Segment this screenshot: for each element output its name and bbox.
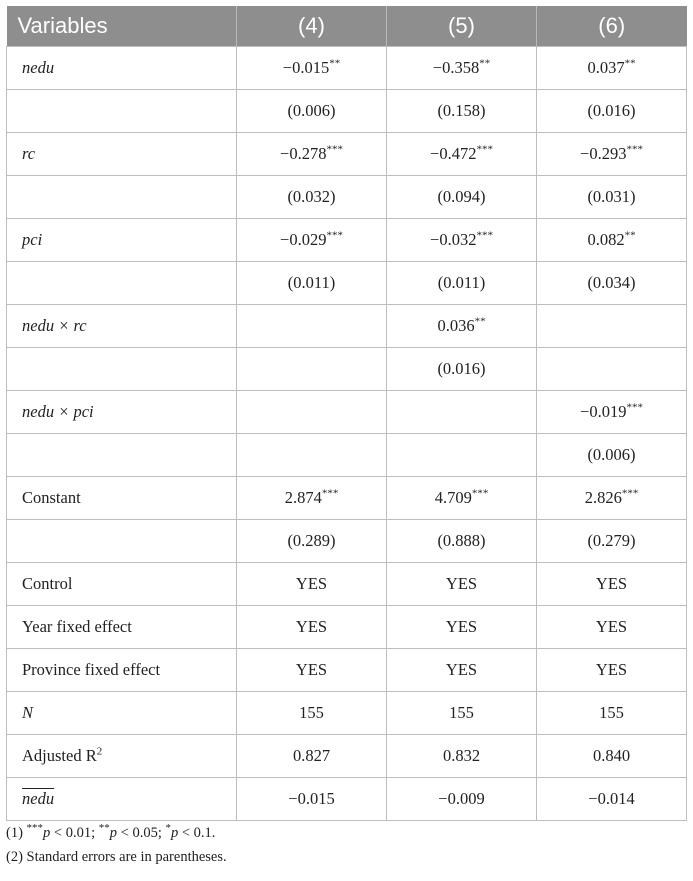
significance-stars: *** <box>476 229 493 242</box>
table-cell: 0.832 <box>387 735 537 778</box>
significance-stars: *** <box>326 229 343 242</box>
significance-stars: ** <box>474 315 486 328</box>
table-cell <box>537 305 687 348</box>
row-label-text: pci <box>22 230 43 249</box>
table-row <box>7 606 687 649</box>
table-row <box>7 434 687 477</box>
row-label <box>7 133 237 176</box>
significance-stars: ** <box>329 57 341 70</box>
table-row <box>7 47 687 90</box>
row-label <box>7 434 237 477</box>
significance-stars: ** <box>624 57 636 70</box>
row-label <box>7 348 237 391</box>
table-cell: −0.472*** <box>387 133 537 176</box>
table-row <box>7 735 687 778</box>
table-cell: (0.011) <box>387 262 537 305</box>
row-label <box>7 90 237 133</box>
table-cell <box>237 434 387 477</box>
table-row <box>7 133 687 176</box>
table-cell: (0.034) <box>537 262 687 305</box>
table-cell: (0.032) <box>237 176 387 219</box>
table-cell: 2.874*** <box>237 477 387 520</box>
significance-stars: *** <box>621 487 639 500</box>
table-row <box>7 563 687 606</box>
row-label: Year fixed effect <box>7 606 237 649</box>
table-cell <box>237 348 387 391</box>
table-row <box>7 219 687 262</box>
row-label <box>7 47 237 90</box>
table-cell: (0.016) <box>537 90 687 133</box>
table-cell: (0.289) <box>237 520 387 563</box>
table-cell: (0.031) <box>537 176 687 219</box>
table-cell: YES <box>237 649 387 692</box>
table-cell: (0.094) <box>387 176 537 219</box>
table-cell <box>537 348 687 391</box>
row-label <box>7 520 237 563</box>
table-notes <box>6 823 227 871</box>
row-label: Province fixed effect <box>7 649 237 692</box>
significance-stars: ** <box>479 57 491 70</box>
significance-stars: *** <box>626 143 643 156</box>
table-row <box>7 477 687 520</box>
table-row <box>7 520 687 563</box>
table-cell: (0.158) <box>387 90 537 133</box>
table-row <box>7 778 687 821</box>
row-label: Control <box>7 563 237 606</box>
row-label-text: nedu <box>22 58 55 77</box>
table-cell: −0.032*** <box>387 219 537 262</box>
table-cell: −0.014 <box>537 778 687 821</box>
table-cell: YES <box>237 563 387 606</box>
table-cell: −0.293*** <box>537 133 687 176</box>
row-label <box>7 262 237 305</box>
table-cell: −0.278*** <box>237 133 387 176</box>
table-cell: (0.279) <box>537 520 687 563</box>
table-cell: YES <box>537 563 687 606</box>
table-cell: −0.019*** <box>537 391 687 434</box>
table-row <box>7 90 687 133</box>
table-cell: −0.009 <box>387 778 537 821</box>
significance-stars: *** <box>626 401 643 414</box>
table-cell: 0.036** <box>387 305 537 348</box>
note-standard-errors: (2) Standard errors are in parentheses. <box>6 849 227 865</box>
table-row <box>7 262 687 305</box>
row-label-text: nedu × pci <box>22 402 94 421</box>
regression-table <box>6 6 687 821</box>
row-label <box>7 176 237 219</box>
row-label <box>7 778 237 821</box>
table-cell: 155 <box>537 692 687 735</box>
table-cell: YES <box>387 563 537 606</box>
table-cell: 155 <box>387 692 537 735</box>
table-cell: 0.827 <box>237 735 387 778</box>
table-cell: (0.006) <box>537 434 687 477</box>
table-cell: YES <box>387 606 537 649</box>
table-cell <box>237 391 387 434</box>
row-label <box>7 735 237 778</box>
header-row <box>7 6 687 47</box>
row-label <box>7 391 237 434</box>
table-cell: −0.029*** <box>237 219 387 262</box>
table-row <box>7 649 687 692</box>
table-header <box>7 6 687 47</box>
row-label-text: nedu <box>22 789 55 808</box>
row-label-text: rc <box>22 144 36 163</box>
row-label <box>7 219 237 262</box>
row-label-text: nedu × rc <box>22 316 87 335</box>
row-label-text: Adjusted R <box>22 746 97 765</box>
table-row <box>7 391 687 434</box>
table-row <box>7 176 687 219</box>
significance-stars: *** <box>321 487 339 500</box>
table-cell <box>387 434 537 477</box>
table-cell <box>237 305 387 348</box>
table-row <box>7 305 687 348</box>
table-cell: 0.840 <box>537 735 687 778</box>
table-cell: (0.006) <box>237 90 387 133</box>
table-cell: 4.709*** <box>387 477 537 520</box>
table-cell: 0.082** <box>537 219 687 262</box>
table-cell: 2.826*** <box>537 477 687 520</box>
table-cell: (0.016) <box>387 348 537 391</box>
table-cell: (0.888) <box>387 520 537 563</box>
header-model-4: (4) <box>237 6 387 47</box>
row-label-superscript: 2 <box>96 745 103 758</box>
table-body <box>7 47 687 821</box>
row-label-text: N <box>22 703 34 722</box>
header-model-5: (5) <box>387 6 537 47</box>
table-cell: −0.358** <box>387 47 537 90</box>
table-cell <box>387 391 537 434</box>
table-cell: −0.015 <box>237 778 387 821</box>
table-row <box>7 348 687 391</box>
table-row <box>7 692 687 735</box>
header-variables: Variables <box>7 6 237 47</box>
significance-stars: *** <box>471 487 489 500</box>
table-cell: YES <box>537 649 687 692</box>
row-label <box>7 305 237 348</box>
table-cell: YES <box>387 649 537 692</box>
regression-table-container <box>6 6 686 821</box>
note-significance: (1) ***p < 0.01; **p < 0.05; *p < 0.1. <box>6 822 216 841</box>
table-cell: YES <box>237 606 387 649</box>
significance-stars: *** <box>326 143 343 156</box>
table-cell: −0.015** <box>237 47 387 90</box>
table-cell: 155 <box>237 692 387 735</box>
significance-stars: ** <box>624 229 636 242</box>
header-model-6: (6) <box>537 6 687 47</box>
table-cell: YES <box>537 606 687 649</box>
table-cell: (0.011) <box>237 262 387 305</box>
row-label: Constant <box>7 477 237 520</box>
significance-stars: *** <box>476 143 493 156</box>
row-label <box>7 692 237 735</box>
table-cell: 0.037** <box>537 47 687 90</box>
